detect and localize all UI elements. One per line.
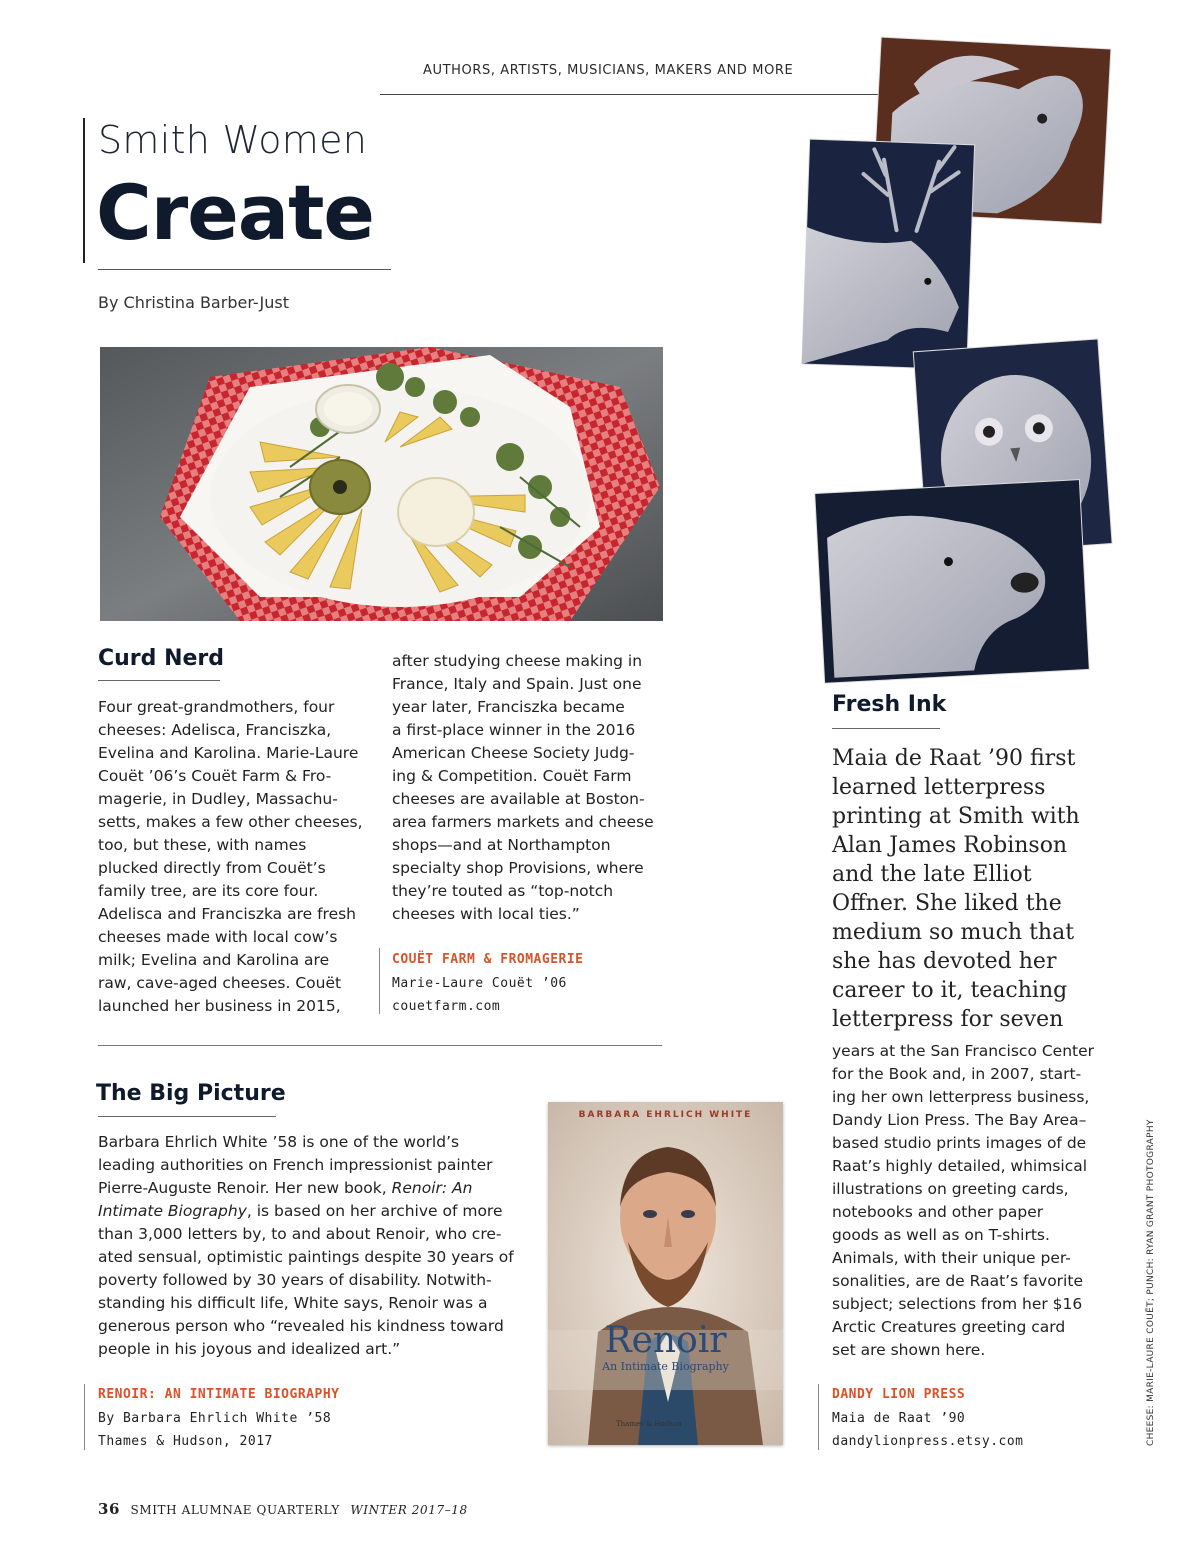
text-line: poverty followed by 30 years of disability. Notwith- <box>98 1271 492 1289</box>
book-title-italic: Renoir: An <box>391 1179 473 1197</box>
text-line: after studying cheese making in <box>392 652 643 670</box>
text-line: letterpress for seven <box>832 1007 1064 1032</box>
book-author: BARBARA EHRLICH WHITE <box>578 1110 753 1120</box>
title-bar <box>83 118 85 263</box>
text-line: cheeses are available at Boston- <box>392 790 645 808</box>
curd-nerd-info-rule <box>379 948 380 1014</box>
text-line: Animals, with their unique per- <box>832 1249 1071 1267</box>
book-title: Renoir <box>604 1320 727 1361</box>
big-picture-info-title: RENOIR: AN INTIMATE BIOGRAPHY <box>98 1387 340 1402</box>
issue-date: WINTER 2017–18 <box>350 1503 468 1517</box>
text-line: cheeses with local ties.” <box>392 905 580 923</box>
text-line: shops—and at Northampton <box>392 836 611 854</box>
text-line: Four great-grandmothers, four <box>98 698 335 716</box>
text-line: family tree, are its core four. <box>98 882 319 900</box>
text-line: based studio prints images of de <box>832 1134 1087 1152</box>
text-line: Raat’s highly detailed, whimsical <box>832 1157 1088 1175</box>
text-span: Pierre-Auguste Renoir. Her new book, <box>98 1179 392 1197</box>
book-subtitle: An Intimate Biography <box>602 1360 729 1373</box>
fresh-ink-lead <box>832 744 1132 1034</box>
curd-nerd-info-name: Marie-Laure Couët ’06 <box>392 976 567 991</box>
text-line: leading authorities on French impressionist painter <box>98 1156 493 1174</box>
text-line: milk; Evelina and Karolina are <box>98 951 330 969</box>
text-line: magerie, in Dudley, Massachu- <box>98 790 338 808</box>
greeting-cards <box>800 30 1130 700</box>
text-span: , is based on her archive of more <box>246 1202 503 1220</box>
photo-credit-text: CHEESE: MARIE-LAURE COUËT; PUNCH: RYAN GRANT PHOTOGRAPHY <box>1146 1119 1156 1446</box>
big-picture-info-publisher: Thames & Hudson, 2017 <box>98 1434 273 1449</box>
text-line: cheeses: Adelisca, Franciszka, <box>98 721 332 739</box>
text-line: too, but these, with names <box>98 836 307 854</box>
text-line: Offner. She liked the <box>832 891 1062 916</box>
folio <box>98 1500 468 1518</box>
fresh-ink-body <box>832 1040 1132 1362</box>
curd-nerd-col1 <box>98 696 378 1018</box>
fresh-ink-info-title: DANDY LION PRESS <box>832 1387 966 1402</box>
text-line: specialty shop Provisions, where <box>392 859 644 877</box>
fresh-ink-info-rule <box>818 1384 819 1450</box>
text-line: subject; selections from her $16 <box>832 1295 1083 1313</box>
text-line: Couët ’06’s Couët Farm & Fro- <box>98 767 332 785</box>
text-line: people in his joyous and idealized art.” <box>98 1340 401 1358</box>
text-line: ated sensual, optimistic paintings despite 30 years of <box>98 1248 514 1266</box>
text-line: generous person who “revealed his kindness toward <box>98 1317 504 1335</box>
book-cover <box>548 1102 783 1445</box>
curd-nerd-info-link[interactable]: couetfarm.com <box>392 999 501 1014</box>
text-line: raw, cave-aged cheeses. Couët <box>98 974 342 992</box>
text-line: goods as well as on T-shirts. <box>832 1226 1050 1244</box>
text-line: Evelina and Karolina. Marie-Laure <box>98 744 359 762</box>
text-line: ing & Competition. Couët Farm <box>392 767 632 785</box>
text-line: Maia de Raat ’90 first <box>832 746 1076 771</box>
page-title: Create <box>96 168 374 257</box>
text-line: cheeses made with local cow’s <box>98 928 338 946</box>
text-line: launched her business in 2015, <box>98 997 341 1015</box>
curd-nerd-rule <box>98 680 220 681</box>
text-line: a first-place winner in the 2016 <box>392 721 636 739</box>
page-number: 36 <box>98 1500 121 1518</box>
curd-nerd-col2 <box>392 650 672 926</box>
text-line: plucked directly from Couët’s <box>98 859 326 877</box>
big-picture-rule <box>98 1116 276 1117</box>
text-line: sonalities, are de Raat’s favorite <box>832 1272 1083 1290</box>
byline: By Christina Barber-Just <box>98 293 289 312</box>
text-line: she has devoted her <box>832 949 1057 974</box>
cheese-photo <box>100 347 663 621</box>
text-line: Arctic Creatures greeting card <box>832 1318 1066 1336</box>
text-line: printing at Smith with <box>832 804 1080 829</box>
text-line: France, Italy and Spain. Just one <box>392 675 642 693</box>
text-line: set are shown here. <box>832 1341 986 1359</box>
title-small: Smith Women <box>98 118 368 162</box>
text-line: medium so much that <box>832 920 1075 945</box>
section-divider <box>98 1045 662 1046</box>
text-line <box>98 1177 538 1200</box>
text-line: career to it, teaching <box>832 978 1068 1003</box>
book-publisher: Thames & Hudson <box>616 1420 682 1428</box>
photo-credit <box>1146 1119 1160 1450</box>
text-line: years at the San Francisco Center <box>832 1042 1095 1060</box>
fresh-ink-info-name: Maia de Raat ’90 <box>832 1411 966 1426</box>
section-label: AUTHORS, ARTISTS, MUSICIANS, MAKERS AND MORE <box>423 63 794 78</box>
text-line: than 3,000 letters by, to and about Renoir, who cre- <box>98 1225 502 1243</box>
text-line: ing her own letterpress business, <box>832 1088 1090 1106</box>
title-rule <box>98 269 391 270</box>
publication-name: SMITH ALUMNAE QUARTERLY <box>130 1503 340 1517</box>
text-line: notebooks and other paper <box>832 1203 1044 1221</box>
curd-nerd-heading: Curd Nerd <box>98 646 224 671</box>
text-line: for the Book and, in 2007, start- <box>832 1065 1082 1083</box>
big-picture-info-author: By Barbara Ehrlich White ’58 <box>98 1411 332 1426</box>
text-line: Alan James Robinson <box>832 833 1068 858</box>
text-line: area farmers markets and cheese <box>392 813 654 831</box>
fresh-ink-info-link[interactable]: dandylionpress.etsy.com <box>832 1434 1024 1449</box>
text-line: they’re touted as “top-notch <box>392 882 614 900</box>
text-line: illustrations on greeting cards, <box>832 1180 1069 1198</box>
text-line: and the late Elliot <box>832 862 1032 887</box>
big-picture-info-rule <box>84 1384 85 1450</box>
fresh-ink-rule <box>832 728 940 729</box>
text-line: Barbara Ehrlich White ’58 is one of the world’s <box>98 1133 460 1151</box>
text-line: setts, makes a few other cheeses, <box>98 813 363 831</box>
big-picture-body <box>98 1131 538 1361</box>
text-line: Adelisca and Franciszka are fresh <box>98 905 356 923</box>
text-line: Dandy Lion Press. The Bay Area– <box>832 1111 1087 1129</box>
text-line: year later, Franciszka became <box>392 698 625 716</box>
big-picture-heading: The Big Picture <box>96 1081 286 1106</box>
text-line <box>98 1200 538 1223</box>
text-line: American Cheese Society Judg- <box>392 744 635 762</box>
book-title-italic: Intimate Biography <box>98 1202 247 1220</box>
fresh-ink-heading: Fresh Ink <box>832 692 947 717</box>
text-line: learned letterpress <box>832 775 1046 800</box>
text-line: standing his difficult life, White says, Renoir was a <box>98 1294 488 1312</box>
curd-nerd-info-title: COUËT FARM & FROMAGERIE <box>392 952 584 967</box>
